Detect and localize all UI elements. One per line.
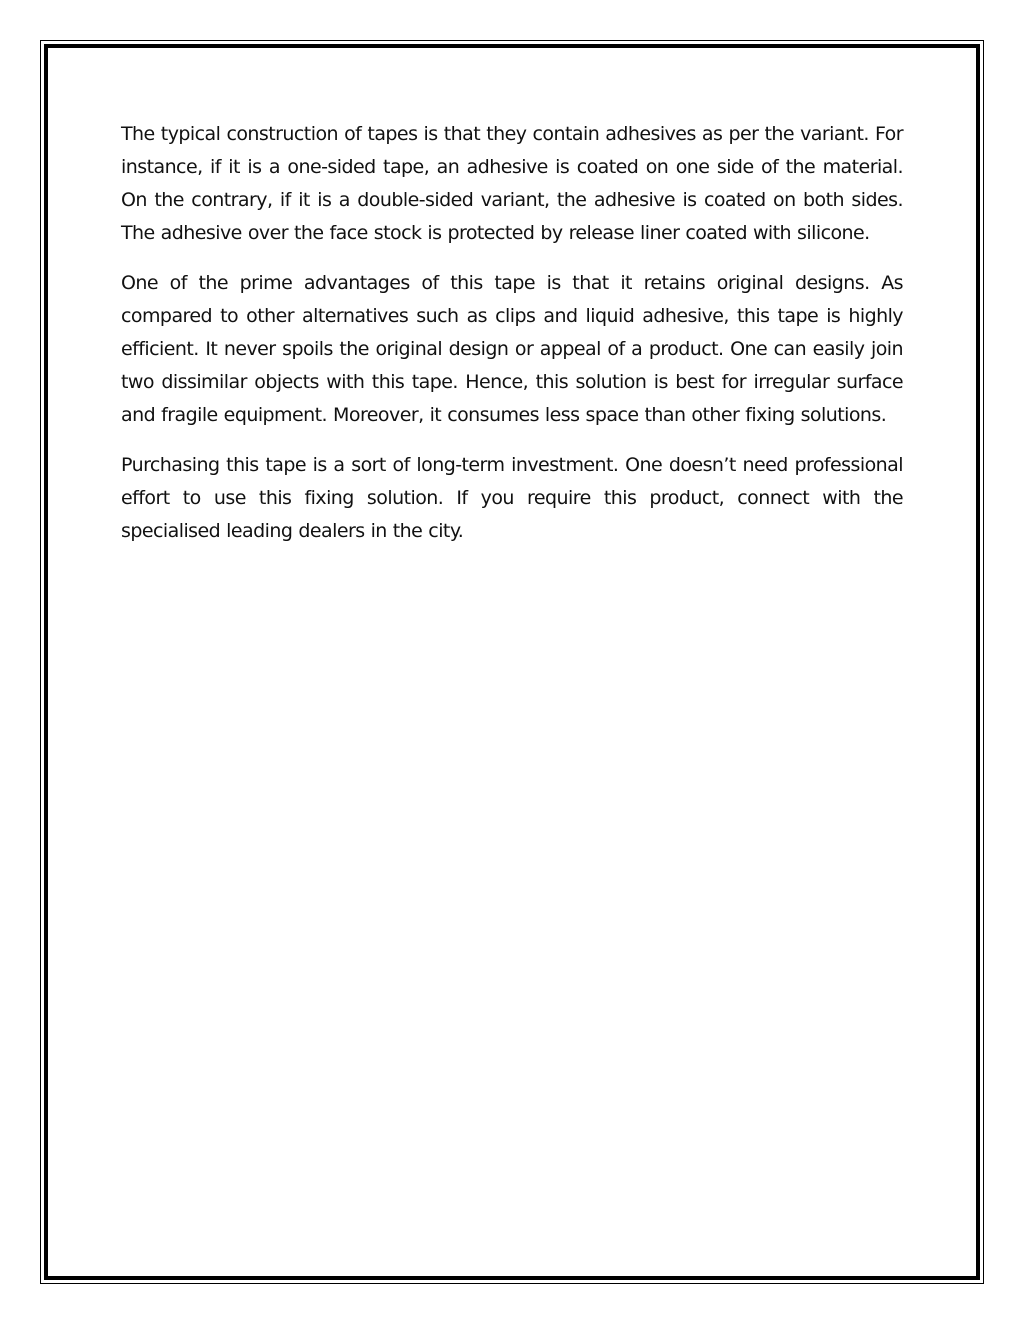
document-body	[121, 118, 903, 565]
paragraph-advantages: One of the prime advantages of this tape is that it retains original designs. As compared to other alternatives such as clips and liquid adhesive, this tape is highly efficient. It never spoils the original design or appeal of a product. One can easily join two dissimilar objects with this tape. Hence, this solution is best for irregular surface and fragile equipment. Moreover, it consumes less space than other fixing solutions.	[121, 272, 903, 426]
paragraph-purchasing: Purchasing this tape is a sort of long-term investment. One doesn’t need professional effort to use this fixing solution. If you require this product, connect with the specialised leading dealers in the city.	[121, 454, 903, 542]
paragraph-construction: The typical construction of tapes is that they contain adhesives as per the variant. For instance, if it is a one-sided tape, an adhesive is coated on one side of the material. On the contrary, if it is a double-sided variant, the adhesive is coated on both sides. The adhesive over the face stock is protected by release liner coated with silicone.	[121, 123, 903, 244]
